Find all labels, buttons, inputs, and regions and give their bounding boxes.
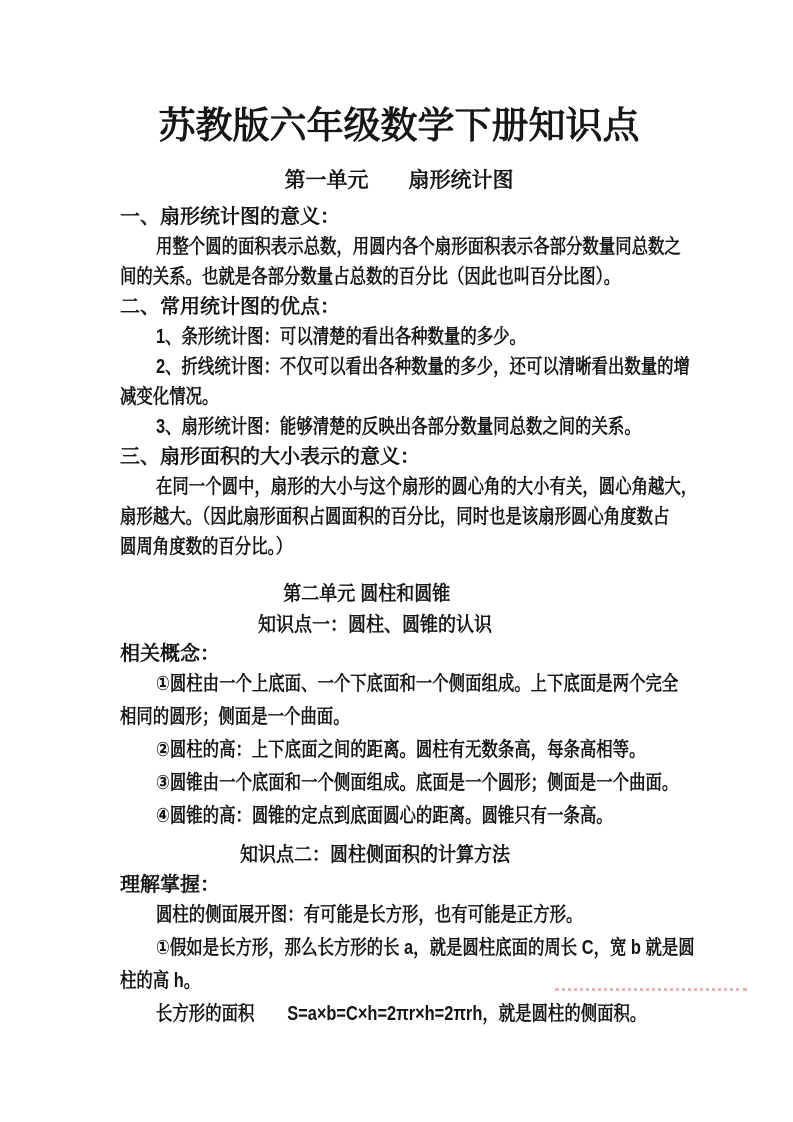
text-line	[120, 382, 678, 412]
text-line	[120, 412, 678, 442]
knowledge-point1-heading	[120, 610, 678, 640]
unit1-heading	[120, 166, 678, 196]
text-line-content: 扇形越大。（因此扇形面积占圆面积的百分比，同时也是该扇形圆心角度数占	[120, 506, 670, 528]
section1-heading-advantages: 二、常用统计图的优点：	[120, 296, 340, 318]
text-line-content: ④圆锥的高：圆锥的定点到底面圆心的距离。圆锥只有一条高。	[156, 805, 613, 827]
text-line-content: 圆周角度数的百分比。）	[120, 536, 293, 558]
scan-artifact-line	[555, 988, 747, 991]
text-line	[120, 262, 678, 292]
text-line-content: 圆柱的侧面展开图：有可能是长方形，也有可能是正方形。	[156, 904, 583, 926]
section1-heading-area-meaning: 三、扇形面积的大小表示的意义：	[120, 446, 420, 468]
text-line	[120, 899, 678, 932]
text-line	[120, 734, 678, 767]
document-content	[120, 100, 698, 1031]
unit2-heading	[120, 578, 678, 610]
unit1-name: 扇形统计图	[408, 169, 514, 192]
knowledge-point2-heading	[120, 839, 678, 871]
knowledge-point1-text: 知识点一：圆柱、圆锥的认识	[258, 614, 492, 636]
text-line	[120, 932, 695, 965]
text-line-content: 减变化情况。	[120, 386, 219, 408]
text-line-content: ①圆柱由一个上底面、一个下底面和一个侧面组成。上下底面是两个完全	[156, 673, 679, 695]
text-line-content: 间的关系。也就是各部分数量占总数的百分比（因此也叫百分比图）。	[120, 266, 621, 288]
text-line-content: ③圆锥由一个底面和一个侧面组成。底面是一个圆形；侧面是一个曲面。	[156, 772, 679, 794]
text-line	[120, 668, 678, 701]
text-line	[120, 232, 681, 262]
text-line-content: 3、扇形统计图：能够清楚的反映出各部分数量同总数之间的关系。	[156, 416, 641, 438]
understanding-heading: 理解掌握：	[120, 874, 220, 896]
text-line-content: ①假如是长方形，那么长方形的长 a，就是圆柱底面的周长 C，宽 b 就是圆	[156, 937, 695, 959]
text-line	[120, 352, 690, 382]
document-title: 苏教版六年级数学下册知识点	[158, 105, 640, 146]
text-line-content: 在同一个圆中，扇形的大小与这个扇形的圆心角的大小有关，圆心角越大，	[156, 476, 698, 498]
text-line	[120, 701, 678, 734]
section1-heading-meaning: 一、扇形统计图的意义：	[120, 206, 340, 228]
formula-line-content: 长方形的面积 S=a×b=C×h=2πr×h=2πrh，就是圆柱的侧面积。	[156, 1003, 647, 1025]
text-line	[120, 532, 678, 562]
text-line	[120, 502, 678, 532]
text-line-content: 1、条形统计图：可以清楚的看出各种数量的多少。	[156, 326, 526, 348]
text-line	[120, 965, 678, 998]
related-concepts-heading: 相关概念：	[120, 643, 220, 665]
text-line-content: 2、折线统计图：不仅可以看出各种数量的多少，还可以清晰看出数量的增	[156, 356, 690, 378]
unit2-heading-text: 第二单元 圆柱和圆锥	[283, 583, 451, 605]
text-line-content: 用整个圆的面积表示总数，用圆内各个扇形面积表示各部分数量同总数之	[156, 236, 681, 258]
text-line	[120, 800, 678, 833]
knowledge-point2-text: 知识点二：圆柱侧面积的计算方法	[240, 844, 510, 866]
text-line-content: ②圆柱的高：上下底面之间的距离。圆柱有无数条高，每条高相等。	[156, 739, 646, 761]
text-line-content: 柱的高 h。	[120, 970, 201, 992]
text-line	[120, 767, 678, 800]
formula-line	[120, 998, 678, 1031]
unit1-label: 第一单元	[284, 169, 369, 192]
text-line-content: 相同的圆形；侧面是一个曲面。	[120, 706, 350, 728]
text-line	[120, 322, 678, 352]
text-line	[120, 472, 698, 502]
